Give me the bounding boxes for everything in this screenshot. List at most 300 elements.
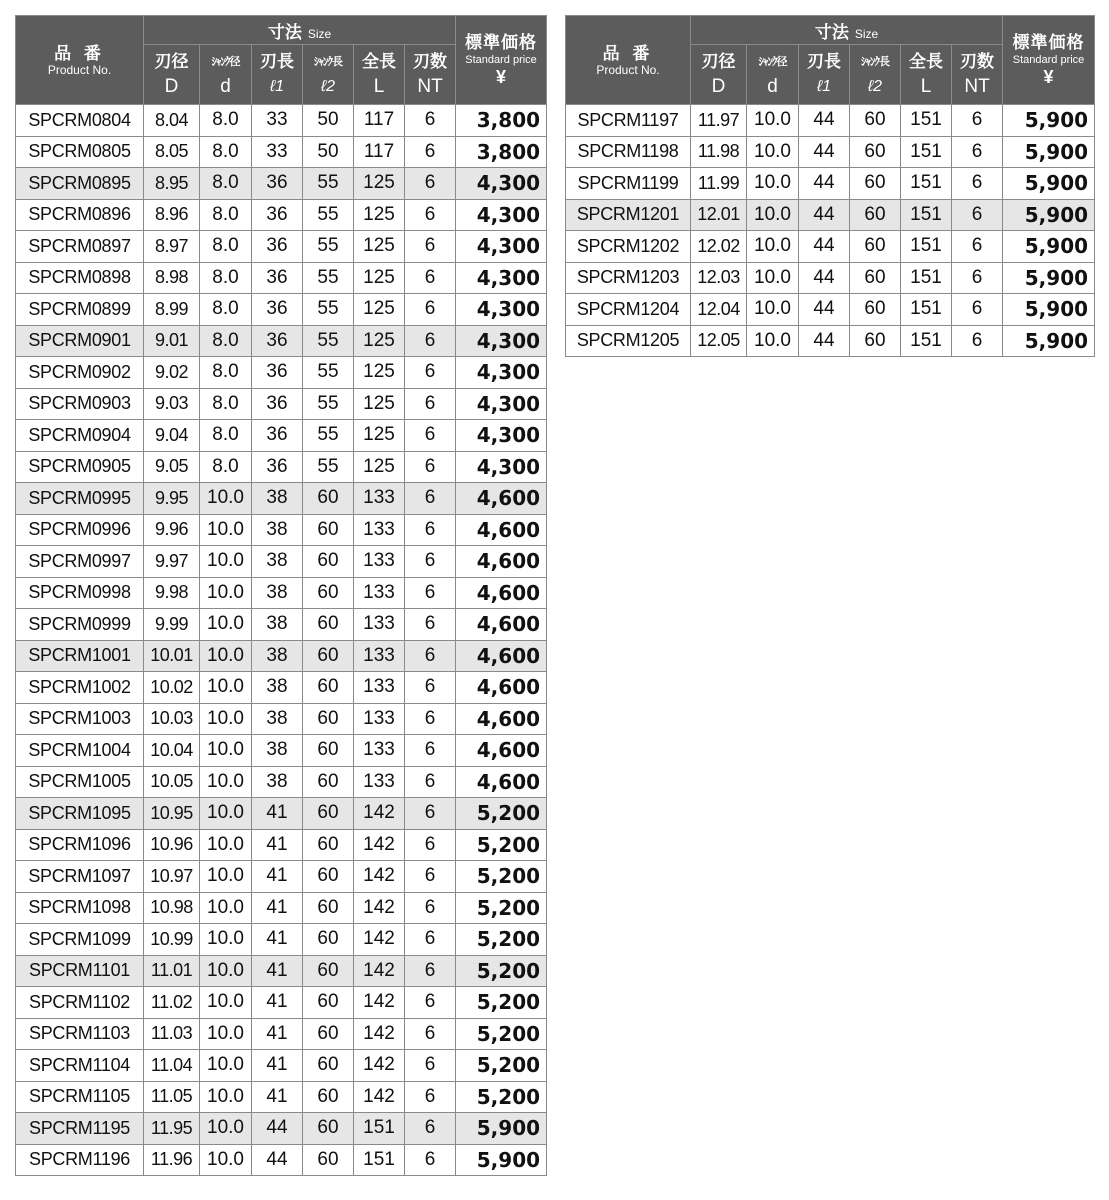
flute-count-cell: 6 <box>952 105 1003 137</box>
shank-length-cell: 60 <box>303 1081 354 1113</box>
overall-length-cell: 142 <box>354 924 405 956</box>
flute-count-cell: 6 <box>405 136 456 168</box>
blade-diameter-cell: 11.97 <box>691 105 747 137</box>
shank-diameter-cell: 10.0 <box>200 955 252 987</box>
table-row <box>16 955 547 987</box>
blade-diameter-cell: 8.96 <box>144 199 200 231</box>
blade-diameter-cell: 10.97 <box>144 861 200 893</box>
blade-diameter-cell: 8.97 <box>144 231 200 263</box>
blade-length-cell: 38 <box>252 577 303 609</box>
overall-length-cell: 125 <box>354 262 405 294</box>
product-number-cell: SPCRM1004 <box>16 735 144 767</box>
product-number-cell: SPCRM1005 <box>16 766 144 798</box>
product-number-cell: SPCRM0904 <box>16 420 144 452</box>
overall-length-cell: 125 <box>354 357 405 389</box>
blade-diameter-cell: 11.01 <box>144 955 200 987</box>
flute-count-cell: 6 <box>405 546 456 578</box>
shank-diameter-cell: 8.0 <box>200 262 252 294</box>
shank-diameter-cell: 10.0 <box>200 861 252 893</box>
blade-diameter-cell: 9.96 <box>144 514 200 546</box>
product-number-cell: SPCRM0903 <box>16 388 144 420</box>
shank-diameter-cell: 8.0 <box>200 294 252 326</box>
shank-diameter-cell: 10.0 <box>200 766 252 798</box>
flute-count-cell: 6 <box>405 609 456 641</box>
table-row <box>16 672 547 704</box>
shank-diameter-cell: 10.0 <box>747 136 799 168</box>
col-header-blade-length: 刃長 ℓ1 <box>252 45 303 105</box>
shank-length-cell: 55 <box>303 294 354 326</box>
blade-length-cell: 38 <box>252 735 303 767</box>
standard-price-cell: 4,600 <box>456 514 547 546</box>
standard-price-cell: 5,900 <box>1003 325 1095 357</box>
shank-length-cell: 60 <box>303 766 354 798</box>
blade-length-cell: 41 <box>252 1018 303 1050</box>
shank-diameter-cell: 10.0 <box>200 1050 252 1082</box>
standard-price-cell: 5,200 <box>456 892 547 924</box>
flute-count-cell: 6 <box>405 1018 456 1050</box>
shank-diameter-cell: 10.0 <box>747 168 799 200</box>
shank-length-cell: 60 <box>303 735 354 767</box>
shank-length-cell: 50 <box>303 105 354 137</box>
shank-length-cell: 55 <box>303 357 354 389</box>
standard-price-cell: 5,900 <box>1003 136 1095 168</box>
blade-diameter-cell: 8.05 <box>144 136 200 168</box>
overall-length-cell: 125 <box>354 231 405 263</box>
standard-price-cell: 4,300 <box>456 294 547 326</box>
table-row <box>16 262 547 294</box>
product-number-cell: SPCRM1203 <box>566 262 691 294</box>
shank-length-cell: 60 <box>850 231 901 263</box>
flute-count-cell: 6 <box>952 262 1003 294</box>
col-header-overall-length: 全長 L <box>901 45 952 105</box>
blade-diameter-cell: 9.99 <box>144 609 200 641</box>
standard-price-cell: 4,600 <box>456 703 547 735</box>
table-row <box>16 325 547 357</box>
standard-price-cell: 5,900 <box>1003 168 1095 200</box>
overall-length-cell: 133 <box>354 546 405 578</box>
blade-length-cell: 44 <box>799 231 850 263</box>
shank-diameter-cell: 10.0 <box>747 325 799 357</box>
standard-price-cell: 5,900 <box>1003 262 1095 294</box>
blade-length-cell: 38 <box>252 703 303 735</box>
product-number-cell: SPCRM1103 <box>16 1018 144 1050</box>
shank-diameter-cell: 10.0 <box>200 577 252 609</box>
blade-length-cell: 38 <box>252 672 303 704</box>
blade-diameter-cell: 10.04 <box>144 735 200 767</box>
overall-length-cell: 142 <box>354 1081 405 1113</box>
blade-diameter-cell: 8.98 <box>144 262 200 294</box>
shank-diameter-cell: 8.0 <box>200 136 252 168</box>
product-number-cell: SPCRM1001 <box>16 640 144 672</box>
shank-diameter-cell: 8.0 <box>200 388 252 420</box>
col-header-blade-diameter: 刃径 D <box>144 45 200 105</box>
col-header-shank-diameter: ｼｬﾝｸ径 d <box>747 45 799 105</box>
shank-diameter-cell: 10.0 <box>200 609 252 641</box>
standard-price-cell: 4,300 <box>456 231 547 263</box>
blade-length-cell: 36 <box>252 420 303 452</box>
product-number-cell: SPCRM1099 <box>16 924 144 956</box>
table-header <box>16 16 547 105</box>
shank-diameter-cell: 10.0 <box>747 199 799 231</box>
shank-diameter-cell: 10.0 <box>747 105 799 137</box>
standard-price-header: 標準価格 Standard price ¥ <box>1003 16 1095 105</box>
flute-count-cell: 6 <box>405 168 456 200</box>
overall-length-cell: 125 <box>354 451 405 483</box>
product-number-cell: SPCRM1195 <box>16 1113 144 1145</box>
blade-diameter-cell: 10.96 <box>144 829 200 861</box>
product-number-cell: SPCRM0896 <box>16 199 144 231</box>
table-row <box>16 105 547 137</box>
standard-price-cell: 5,900 <box>1003 105 1095 137</box>
blade-length-cell: 41 <box>252 861 303 893</box>
standard-price-cell: 3,800 <box>456 105 547 137</box>
shank-diameter-cell: 10.0 <box>200 798 252 830</box>
blade-diameter-cell: 10.99 <box>144 924 200 956</box>
shank-length-cell: 60 <box>303 514 354 546</box>
blade-diameter-cell: 9.04 <box>144 420 200 452</box>
table-row <box>566 294 1095 326</box>
shank-diameter-cell: 10.0 <box>200 829 252 861</box>
product-number-cell: SPCRM1197 <box>566 105 691 137</box>
blade-length-cell: 44 <box>799 325 850 357</box>
size-header: 寸法 Size <box>144 16 456 45</box>
blade-length-cell: 36 <box>252 168 303 200</box>
standard-price-cell: 5,200 <box>456 924 547 956</box>
blade-diameter-cell: 9.01 <box>144 325 200 357</box>
shank-diameter-cell: 10.0 <box>200 546 252 578</box>
shank-length-cell: 60 <box>850 262 901 294</box>
shank-diameter-cell: 10.0 <box>200 703 252 735</box>
overall-length-cell: 151 <box>901 325 952 357</box>
shank-diameter-cell: 10.0 <box>747 294 799 326</box>
overall-length-cell: 142 <box>354 861 405 893</box>
blade-diameter-cell: 9.97 <box>144 546 200 578</box>
table-row <box>16 420 547 452</box>
overall-length-cell: 117 <box>354 105 405 137</box>
product-number-cell: SPCRM1102 <box>16 987 144 1019</box>
blade-diameter-cell: 11.04 <box>144 1050 200 1082</box>
flute-count-cell: 6 <box>405 514 456 546</box>
shank-length-cell: 60 <box>850 325 901 357</box>
standard-price-cell: 4,300 <box>456 357 547 389</box>
product-number-cell: SPCRM1204 <box>566 294 691 326</box>
product-number-cell: SPCRM0996 <box>16 514 144 546</box>
overall-length-cell: 133 <box>354 514 405 546</box>
table-row <box>16 861 547 893</box>
standard-price-cell: 3,800 <box>456 136 547 168</box>
shank-diameter-cell: 10.0 <box>200 987 252 1019</box>
standard-price-cell: 5,200 <box>456 987 547 1019</box>
col-header-shank-length: ｼｬﾝｸ長 ℓ2 <box>303 45 354 105</box>
table-row <box>16 1050 547 1082</box>
product-number-cell: SPCRM0898 <box>16 262 144 294</box>
table-row <box>16 451 547 483</box>
standard-price-cell: 4,300 <box>456 451 547 483</box>
blade-length-cell: 41 <box>252 987 303 1019</box>
flute-count-cell: 6 <box>405 766 456 798</box>
blade-diameter-cell: 9.98 <box>144 577 200 609</box>
blade-diameter-cell: 10.02 <box>144 672 200 704</box>
flute-count-cell: 6 <box>405 388 456 420</box>
table-row <box>16 294 547 326</box>
table-row <box>16 892 547 924</box>
blade-length-cell: 38 <box>252 609 303 641</box>
shank-length-cell: 60 <box>303 1050 354 1082</box>
shank-diameter-cell: 10.0 <box>747 231 799 263</box>
table-row <box>16 546 547 578</box>
flute-count-cell: 6 <box>405 294 456 326</box>
table-row <box>16 987 547 1019</box>
spec-table-right <box>565 15 1095 357</box>
table-row <box>16 703 547 735</box>
shank-length-cell: 55 <box>303 199 354 231</box>
blade-length-cell: 36 <box>252 262 303 294</box>
blade-length-cell: 44 <box>799 262 850 294</box>
blade-diameter-cell: 10.98 <box>144 892 200 924</box>
product-number-cell: SPCRM1003 <box>16 703 144 735</box>
shank-diameter-cell: 8.0 <box>200 325 252 357</box>
spec-table-left <box>15 15 547 1176</box>
standard-price-cell: 5,200 <box>456 1018 547 1050</box>
shank-length-cell: 55 <box>303 388 354 420</box>
overall-length-cell: 142 <box>354 798 405 830</box>
overall-length-cell: 133 <box>354 609 405 641</box>
col-header-flutes: 刃数 NT <box>952 45 1003 105</box>
table-row <box>566 105 1095 137</box>
product-number-cell: SPCRM0995 <box>16 483 144 515</box>
table-body-right <box>566 105 1095 357</box>
table-row <box>16 168 547 200</box>
shank-length-cell: 60 <box>850 294 901 326</box>
blade-diameter-cell: 10.05 <box>144 766 200 798</box>
overall-length-cell: 142 <box>354 1050 405 1082</box>
standard-price-cell: 5,200 <box>456 1081 547 1113</box>
shank-length-cell: 60 <box>303 861 354 893</box>
standard-price-cell: 5,200 <box>456 1050 547 1082</box>
flute-count-cell: 6 <box>405 451 456 483</box>
flute-count-cell: 6 <box>405 483 456 515</box>
shank-diameter-cell: 10.0 <box>200 735 252 767</box>
blade-length-cell: 38 <box>252 514 303 546</box>
shank-length-cell: 60 <box>850 168 901 200</box>
product-number-cell: SPCRM1105 <box>16 1081 144 1113</box>
flute-count-cell: 6 <box>405 703 456 735</box>
blade-diameter-cell: 9.95 <box>144 483 200 515</box>
blade-length-cell: 41 <box>252 798 303 830</box>
shank-length-cell: 60 <box>303 1144 354 1176</box>
blade-length-cell: 41 <box>252 829 303 861</box>
standard-price-cell: 4,300 <box>456 168 547 200</box>
flute-count-cell: 6 <box>405 672 456 704</box>
blade-length-cell: 36 <box>252 388 303 420</box>
table-row <box>16 735 547 767</box>
blade-length-cell: 41 <box>252 1050 303 1082</box>
blade-diameter-cell: 12.02 <box>691 231 747 263</box>
standard-price-cell: 4,600 <box>456 640 547 672</box>
overall-length-cell: 151 <box>901 262 952 294</box>
table-row <box>566 168 1095 200</box>
product-number-cell: SPCRM0997 <box>16 546 144 578</box>
col-header-overall-length: 全長 L <box>354 45 405 105</box>
shank-length-cell: 60 <box>303 892 354 924</box>
standard-price-cell: 4,600 <box>456 735 547 767</box>
shank-length-cell: 60 <box>303 955 354 987</box>
blade-diameter-cell: 11.05 <box>144 1081 200 1113</box>
standard-price-cell: 5,200 <box>456 829 547 861</box>
standard-price-header: 標準価格 Standard price ¥ <box>456 16 547 105</box>
shank-diameter-cell: 10.0 <box>747 262 799 294</box>
table-row <box>16 1081 547 1113</box>
blade-diameter-cell: 11.98 <box>691 136 747 168</box>
product-number-cell: SPCRM1002 <box>16 672 144 704</box>
overall-length-cell: 151 <box>901 105 952 137</box>
table-row <box>16 199 547 231</box>
overall-length-cell: 117 <box>354 136 405 168</box>
flute-count-cell: 6 <box>405 735 456 767</box>
blade-diameter-cell: 10.03 <box>144 703 200 735</box>
overall-length-cell: 151 <box>901 136 952 168</box>
product-no-header: 品 番 Product No. <box>16 16 144 105</box>
shank-length-cell: 55 <box>303 451 354 483</box>
overall-length-cell: 133 <box>354 703 405 735</box>
overall-length-cell: 142 <box>354 987 405 1019</box>
standard-price-cell: 5,200 <box>456 955 547 987</box>
blade-length-cell: 38 <box>252 640 303 672</box>
shank-length-cell: 60 <box>303 829 354 861</box>
shank-diameter-cell: 8.0 <box>200 168 252 200</box>
product-number-cell: SPCRM0895 <box>16 168 144 200</box>
table-row <box>16 640 547 672</box>
table-body-left <box>16 105 547 1176</box>
blade-diameter-cell: 11.99 <box>691 168 747 200</box>
blade-length-cell: 44 <box>799 136 850 168</box>
shank-diameter-cell: 10.0 <box>200 1113 252 1145</box>
table-row <box>16 798 547 830</box>
shank-diameter-cell: 10.0 <box>200 640 252 672</box>
shank-diameter-cell: 8.0 <box>200 357 252 389</box>
overall-length-cell: 133 <box>354 483 405 515</box>
blade-length-cell: 36 <box>252 294 303 326</box>
shank-length-cell: 55 <box>303 262 354 294</box>
standard-price-cell: 4,300 <box>456 325 547 357</box>
standard-price-cell: 4,300 <box>456 388 547 420</box>
overall-length-cell: 151 <box>901 199 952 231</box>
shank-length-cell: 50 <box>303 136 354 168</box>
product-number-cell: SPCRM0902 <box>16 357 144 389</box>
standard-price-cell: 5,900 <box>456 1144 547 1176</box>
table-row <box>16 829 547 861</box>
product-number-cell: SPCRM1196 <box>16 1144 144 1176</box>
blade-length-cell: 44 <box>799 199 850 231</box>
blade-length-cell: 33 <box>252 105 303 137</box>
overall-length-cell: 133 <box>354 672 405 704</box>
shank-length-cell: 60 <box>303 640 354 672</box>
table-row <box>16 388 547 420</box>
blade-length-cell: 36 <box>252 357 303 389</box>
blade-diameter-cell: 11.03 <box>144 1018 200 1050</box>
overall-length-cell: 142 <box>354 955 405 987</box>
blade-diameter-cell: 8.95 <box>144 168 200 200</box>
blade-length-cell: 33 <box>252 136 303 168</box>
blade-length-cell: 44 <box>252 1113 303 1145</box>
flute-count-cell: 6 <box>405 231 456 263</box>
blade-length-cell: 36 <box>252 199 303 231</box>
shank-length-cell: 55 <box>303 325 354 357</box>
table-row <box>16 357 547 389</box>
overall-length-cell: 151 <box>354 1144 405 1176</box>
standard-price-cell: 4,600 <box>456 672 547 704</box>
blade-length-cell: 41 <box>252 892 303 924</box>
flute-count-cell: 6 <box>405 105 456 137</box>
flute-count-cell: 6 <box>952 294 1003 326</box>
product-no-header: 品 番 Product No. <box>566 16 691 105</box>
table-row <box>16 766 547 798</box>
shank-diameter-cell: 8.0 <box>200 420 252 452</box>
shank-length-cell: 60 <box>303 546 354 578</box>
standard-price-cell: 5,900 <box>1003 294 1095 326</box>
shank-diameter-cell: 8.0 <box>200 231 252 263</box>
shank-length-cell: 60 <box>303 577 354 609</box>
flute-count-cell: 6 <box>405 924 456 956</box>
standard-price-cell: 5,900 <box>456 1113 547 1145</box>
shank-diameter-cell: 10.0 <box>200 924 252 956</box>
blade-diameter-cell: 12.04 <box>691 294 747 326</box>
blade-length-cell: 41 <box>252 1081 303 1113</box>
shank-diameter-cell: 10.0 <box>200 1018 252 1050</box>
overall-length-cell: 142 <box>354 829 405 861</box>
shank-length-cell: 60 <box>303 987 354 1019</box>
product-number-cell: SPCRM1201 <box>566 199 691 231</box>
standard-price-cell: 5,900 <box>1003 231 1095 263</box>
flute-count-cell: 6 <box>952 325 1003 357</box>
shank-length-cell: 55 <box>303 231 354 263</box>
standard-price-cell: 4,600 <box>456 766 547 798</box>
blade-diameter-cell: 10.01 <box>144 640 200 672</box>
product-number-cell: SPCRM1096 <box>16 829 144 861</box>
shank-length-cell: 55 <box>303 420 354 452</box>
flute-count-cell: 6 <box>405 640 456 672</box>
blade-length-cell: 38 <box>252 483 303 515</box>
blade-diameter-cell: 11.02 <box>144 987 200 1019</box>
table-row <box>566 325 1095 357</box>
standard-price-cell: 4,300 <box>456 199 547 231</box>
overall-length-cell: 151 <box>901 231 952 263</box>
standard-price-cell: 4,600 <box>456 609 547 641</box>
overall-length-cell: 133 <box>354 735 405 767</box>
standard-price-cell: 4,300 <box>456 262 547 294</box>
shank-length-cell: 60 <box>850 199 901 231</box>
standard-price-cell: 4,600 <box>456 483 547 515</box>
product-number-cell: SPCRM1202 <box>566 231 691 263</box>
shank-length-cell: 60 <box>303 924 354 956</box>
blade-diameter-cell: 12.05 <box>691 325 747 357</box>
flute-count-cell: 6 <box>405 262 456 294</box>
table-row <box>16 577 547 609</box>
overall-length-cell: 133 <box>354 577 405 609</box>
overall-length-cell: 125 <box>354 294 405 326</box>
standard-price-cell: 4,600 <box>456 577 547 609</box>
shank-length-cell: 60 <box>303 1018 354 1050</box>
blade-length-cell: 38 <box>252 766 303 798</box>
blade-length-cell: 44 <box>799 294 850 326</box>
shank-length-cell: 60 <box>303 703 354 735</box>
product-number-cell: SPCRM1098 <box>16 892 144 924</box>
table-row <box>16 136 547 168</box>
blade-length-cell: 36 <box>252 325 303 357</box>
overall-length-cell: 125 <box>354 168 405 200</box>
blade-length-cell: 36 <box>252 231 303 263</box>
table-row <box>16 1018 547 1050</box>
